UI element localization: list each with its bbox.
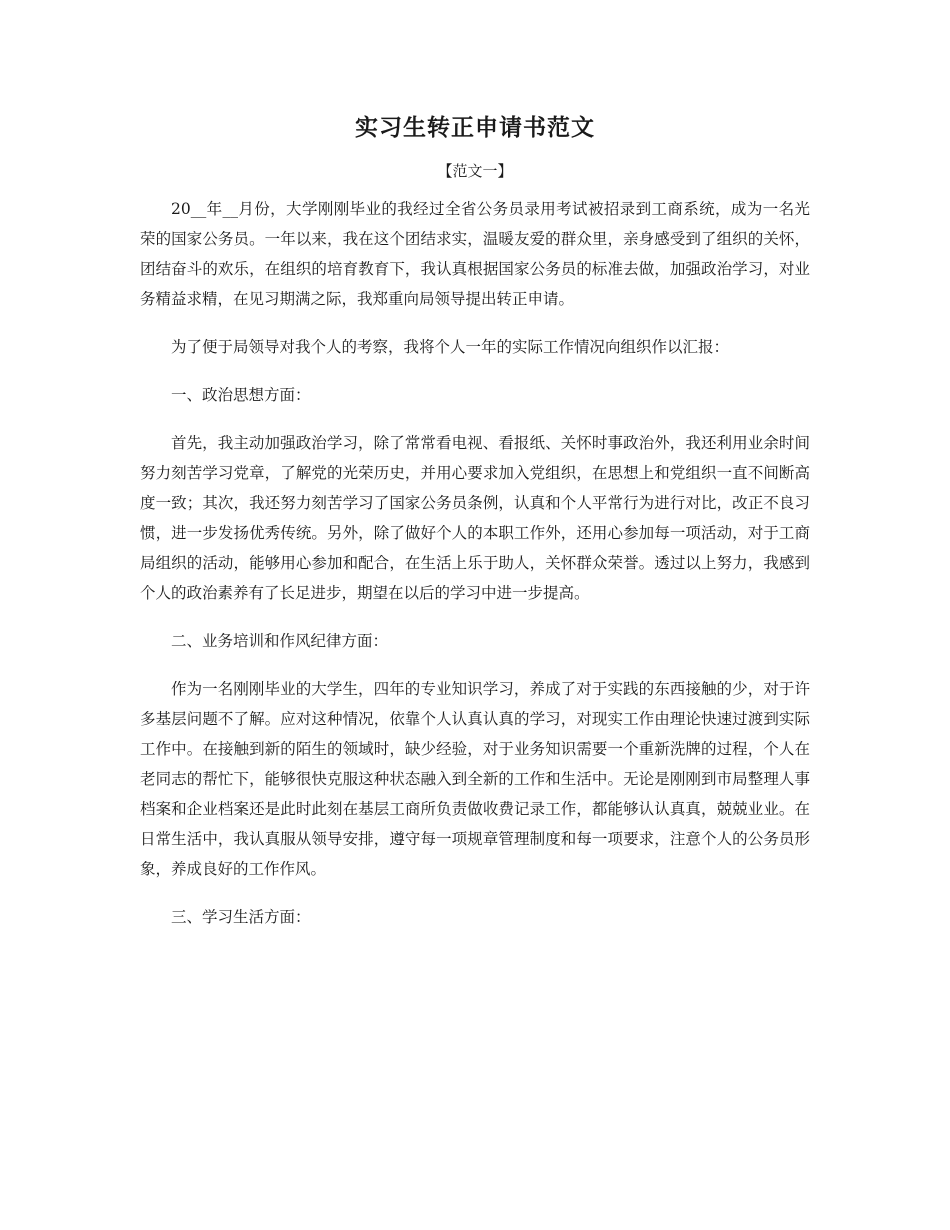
paragraph: 作为一名刚刚毕业的大学生，四年的专业知识学习，养成了对于实践的东西接触的少，对于许多基层问题不了解。应对这种情况，依靠个人认真认真的学习，对现实工作由理论快速过渡到实际工作中。在接触到新的陌生的领域时，缺少经验，对于业务知识需要一个重新洗牌的过程，个人在老同志的帮忙下，能够很快克服这种状态融入到全新的工作和生活中。无论是刚刚到市局整理人事档案和企业档案还是此时此刻在基层工商所负责做收费记录工作，都能够认认真真，兢兢业业。在日常生活中，我认真服从领导安排，遵守每一项规章管理制度和每一项要求，注意个人的公务员形象，养成良好的工作作风。	[140, 680, 810, 878]
document-subtitle: 【范文一】	[437, 162, 513, 180]
section-heading: 一、政治思想方面：	[171, 386, 311, 404]
section-heading: 二、业务培训和作风纪律方面：	[171, 632, 389, 650]
document-body	[140, 194, 810, 950]
paragraph: 20__年__月份，大学刚刚毕业的我经过全省公务员录用考试被招录到工商系统，成为一名光荣的国家公务员。一年以来，我在这个团结求实，温暖友爱的群众里，亲身感受到了组织的关怀，团结奋斗的欢乐，在组织的培育教育下，我认真根据国家公务员的标准去做，加强政治学习，对业务精益求精，在见习期满之际，我郑重向局领导提出转正申请。	[140, 200, 810, 308]
document-title: 实习生转正申请书范文	[355, 114, 595, 141]
paragraph: 首先，我主动加强政治学习，除了常常看电视、看报纸、关怀时事政治外，我还利用业余时间努力刻苦学习党章，了解党的光荣历史，并用心要求加入党组织，在思想上和党组织一直不间断高度一致；其次，我还努力刻苦学习了国家公务员条例，认真和个人平常行为进行对比，改正不良习惯，进一步发扬优秀传统。另外，除了做好个人的本职工作外，还用心参加每一项活动，对于工商局组织的活动，能够用心参加和配合，在生活上乐于助人，关怀群众荣誉。透过以上努力，我感到个人的政治素养有了长足进步，期望在以后的学习中进一步提高。	[140, 434, 810, 602]
section-heading: 三、学习生活方面：	[171, 908, 311, 926]
paragraph: 为了便于局领导对我个人的考察，我将个人一年的实际工作情况向组织作以汇报：	[171, 338, 730, 356]
